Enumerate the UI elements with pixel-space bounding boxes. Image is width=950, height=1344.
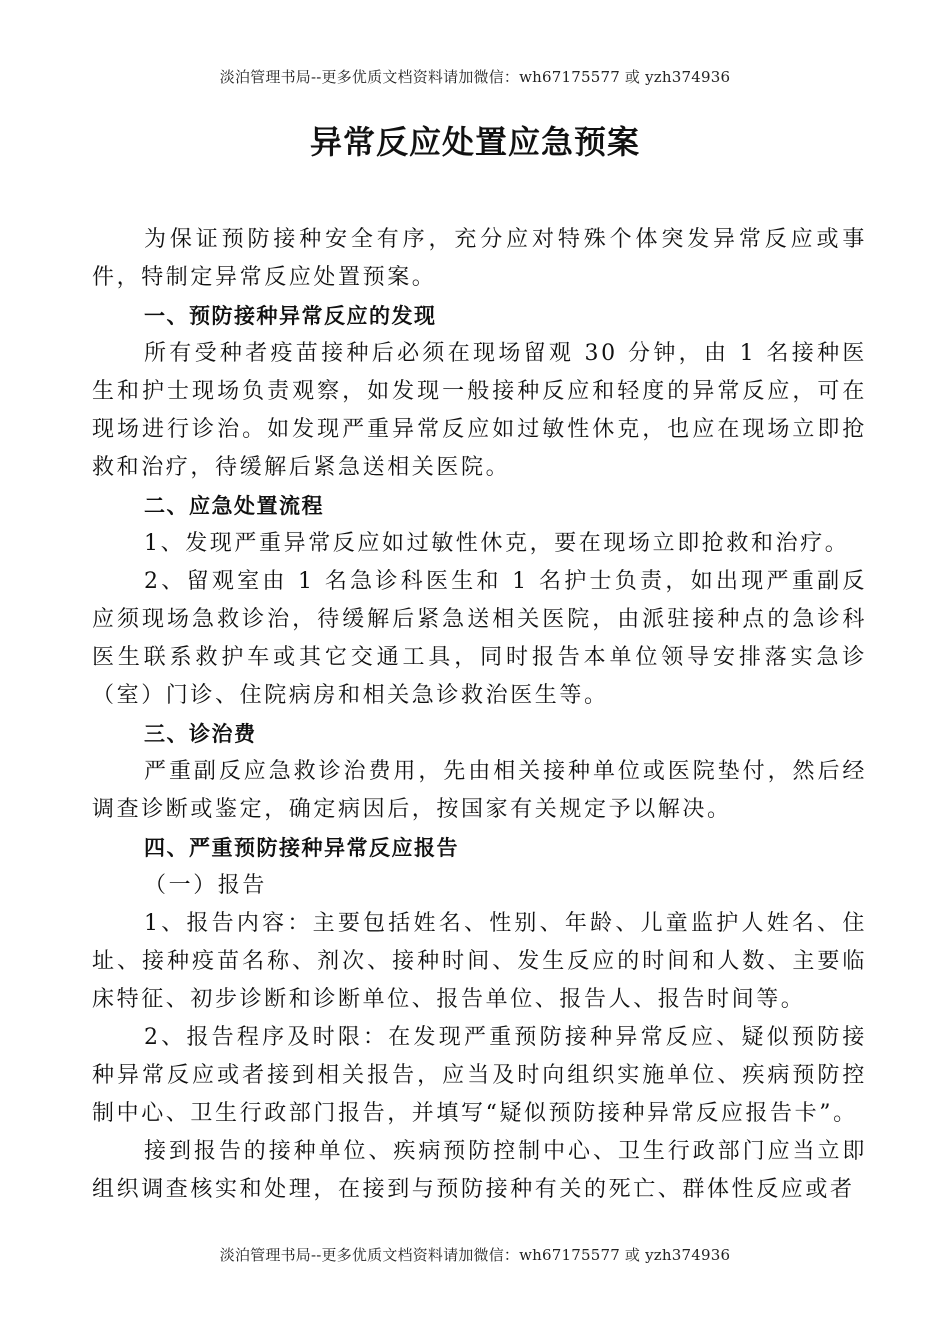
header-note: 淡泊管理书局--更多优质文档资料请加微信：wh67175577 或 yzh374936 <box>219 68 731 86</box>
section-2-item-2: 2、留观室由 1 名急诊科医生和 1 名护士负责，如出现严重副反应须现场急救诊治，待缓解后紧急送相关医院，由派驻接种点的急诊科医生联系救护车或其它交通工具，同时报告本单位领导安排落实急诊（室）门诊、住院病房和相关急诊救治医生等。 <box>92 569 867 708</box>
section-1-paragraph: 所有受种者疫苗接种后必须在现场留观 30 分钟，由 1 名接种医生和护士现场负责观察，如发现一般接种反应和轻度的异常反应，可在现场进行诊治。如发现严重异常反应如过敏性休克，也应在现场立即抢救和治疗，待缓解后紧急送相关医院。 <box>92 341 867 480</box>
section-1-heading: 一、预防接种异常反应的发现 <box>144 304 437 328</box>
intro-paragraph: 为保证预防接种安全有序，充分应对特殊个体突发异常反应或事件，特制定异常反应处置预案。 <box>92 227 867 290</box>
footer-note: 淡泊管理书局--更多优质文档资料请加微信：wh67175577 或 yzh374936 <box>219 1246 731 1264</box>
page-title: 异常反应处置应急预案 <box>309 123 640 162</box>
section-4-item-2: 2、报告程序及时限：在发现严重预防接种异常反应、疑似预防接种异常反应或者接到相关报告，应当及时向组织实施单位、疾病预防控制中心、卫生行政部门报告，并填写“疑似预防接种异常反应报告卡”。 <box>92 1025 867 1126</box>
section-2-heading: 二、应急处置流程 <box>144 494 324 518</box>
section-3-paragraph: 严重副反应急救诊治费用，先由相关接种单位或医院垫付，然后经调查诊断或鉴定，确定病因后，按国家有关规定予以解决。 <box>92 759 867 822</box>
section-4-item-1: 1、报告内容：主要包括姓名、性别、年龄、儿童监护人姓名、住址、接种疫苗名称、剂次、接种时间、发生反应的时间和人数、主要临床特征、初步诊断和诊断单位、报告单位、报告人、报告时间等。 <box>92 911 867 1012</box>
section-4-paragraph: 接到报告的接种单位、疾病预防控制中心、卫生行政部门应当立即组织调查核实和处理，在接到与预防接种有关的死亡、群体性反应或者 <box>92 1139 867 1202</box>
document-body <box>92 221 867 1209</box>
section-4-subheading: （一）报告 <box>144 873 268 898</box>
section-2-item-1: 1、发现严重异常反应如过敏性休克，要在现场立即抢救和治疗。 <box>144 531 850 556</box>
section-3-heading: 三、诊治费 <box>144 722 257 746</box>
section-4-heading: 四、严重预防接种异常反应报告 <box>144 836 459 860</box>
